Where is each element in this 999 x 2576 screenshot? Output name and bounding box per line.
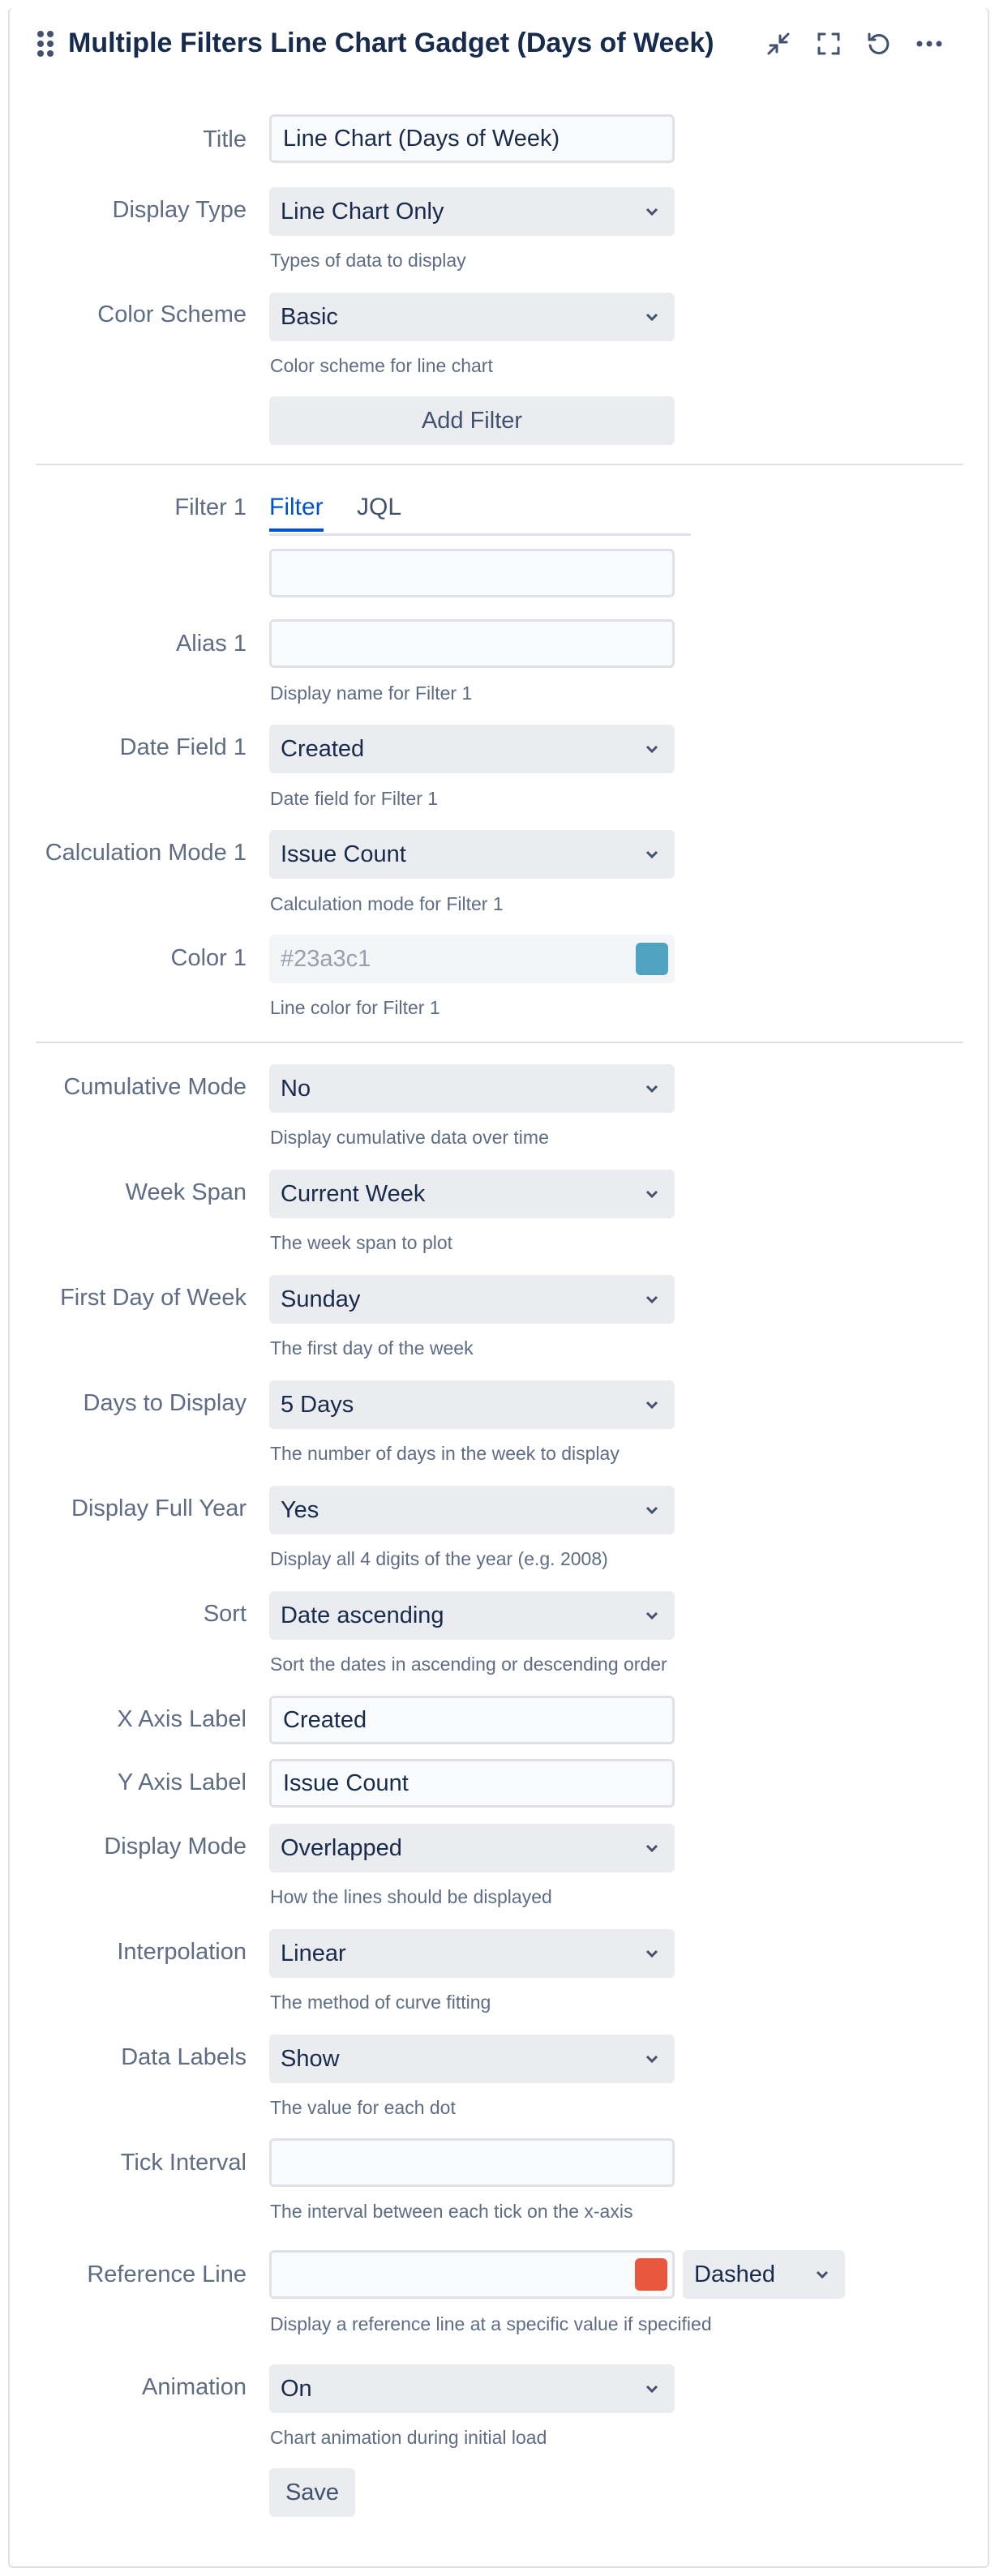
reference-line-input[interactable] xyxy=(269,2250,675,2299)
chevron-down-icon xyxy=(644,1080,660,1097)
interpolation-select[interactable]: Linear xyxy=(269,1929,675,1978)
color-scheme-label: Color Scheme xyxy=(97,302,247,327)
animation-select[interactable]: On xyxy=(269,2364,675,2413)
display-mode-label: Display Mode xyxy=(104,1834,247,1859)
chevron-down-icon xyxy=(644,203,660,220)
color-scheme-help: Color scheme for line chart xyxy=(270,355,493,376)
alias1-input[interactable] xyxy=(269,619,675,668)
date-field1-select[interactable]: Created xyxy=(269,725,675,773)
animation-help: Chart animation during initial load xyxy=(270,2427,547,2448)
date-field1-help: Date field for Filter 1 xyxy=(270,788,439,809)
save-button[interactable]: Save xyxy=(269,2468,355,2517)
data-labels-label: Data Labels xyxy=(121,2044,247,2070)
days-display-help: The number of days in the week to display xyxy=(270,1443,620,1464)
week-span-help: The week span to plot xyxy=(270,1232,453,1253)
alias1-label: Alias 1 xyxy=(175,631,247,657)
first-day-help: The first day of the week xyxy=(270,1337,474,1359)
reference-line-help: Display a reference line at a specific value if specified xyxy=(270,2313,712,2334)
tick-interval-input[interactable] xyxy=(269,2138,675,2187)
week-span-label: Week Span xyxy=(125,1179,247,1205)
refresh-icon[interactable] xyxy=(861,26,897,62)
days-display-label: Days to Display xyxy=(83,1390,247,1416)
reference-line-label: Reference Line xyxy=(87,2261,247,2287)
title-label: Title xyxy=(203,126,247,152)
fullscreen-icon[interactable] xyxy=(811,26,847,62)
drag-handle-icon[interactable] xyxy=(36,29,55,58)
date-field1-label: Date Field 1 xyxy=(119,734,247,760)
tab-filter[interactable]: Filter xyxy=(269,490,324,532)
x-axis-input[interactable]: Created xyxy=(269,1696,675,1744)
chevron-down-icon xyxy=(644,741,660,757)
interpolation-label: Interpolation xyxy=(117,1939,247,1965)
section-divider xyxy=(36,464,963,465)
y-axis-label: Y Axis Label xyxy=(117,1769,247,1795)
color1-input[interactable]: #23a3c1 xyxy=(269,935,675,983)
y-axis-input[interactable]: Issue Count xyxy=(269,1759,675,1808)
tick-interval-label: Tick Interval xyxy=(120,2150,247,2176)
chevron-down-icon xyxy=(644,1607,660,1624)
calc-mode1-select[interactable]: Issue Count xyxy=(269,830,675,879)
title-input[interactable]: Line Chart (Days of Week) xyxy=(269,114,675,163)
data-labels-help: The value for each dot xyxy=(270,2097,456,2118)
cumulative-select[interactable]: No xyxy=(269,1064,675,1113)
first-day-select[interactable]: Sunday xyxy=(269,1275,675,1324)
filter1-input[interactable] xyxy=(269,549,675,597)
filter1-tabs xyxy=(269,490,691,536)
full-year-label: Display Full Year xyxy=(71,1496,247,1521)
chevron-down-icon xyxy=(644,846,660,862)
sort-help: Sort the dates in ascending or descending order xyxy=(270,1654,667,1675)
color1-label: Color 1 xyxy=(170,945,247,971)
color1-help: Line color for Filter 1 xyxy=(270,997,440,1018)
display-type-help: Types of data to display xyxy=(270,250,466,271)
minimize-icon[interactable] xyxy=(761,26,796,62)
section-divider xyxy=(36,1042,963,1043)
full-year-select[interactable]: Yes xyxy=(269,1486,675,1534)
days-display-select[interactable]: 5 Days xyxy=(269,1380,675,1429)
calc-mode1-help: Calculation mode for Filter 1 xyxy=(270,893,504,914)
display-mode-select[interactable]: Overlapped xyxy=(269,1824,675,1872)
more-icon[interactable] xyxy=(911,26,947,62)
calc-mode1-label: Calculation Mode 1 xyxy=(45,840,247,866)
gadget-title: Multiple Filters Line Chart Gadget (Days of Week) xyxy=(68,28,714,58)
chevron-down-icon xyxy=(644,1291,660,1307)
alias1-help: Display name for Filter 1 xyxy=(270,683,473,704)
add-filter-button[interactable]: Add Filter xyxy=(269,396,675,445)
chevron-down-icon xyxy=(644,1945,660,1962)
color-scheme-select[interactable]: Basic xyxy=(269,293,675,341)
display-mode-help: How the lines should be displayed xyxy=(270,1886,552,1907)
chevron-down-icon xyxy=(644,2381,660,2397)
display-type-label: Display Type xyxy=(112,197,247,223)
tab-jql[interactable]: JQL xyxy=(357,494,402,520)
chevron-down-icon xyxy=(814,2266,830,2283)
color1-swatch[interactable] xyxy=(636,943,668,975)
sort-label: Sort xyxy=(203,1601,247,1627)
tick-interval-help: The interval between each tick on the x-axis xyxy=(270,2201,633,2222)
reference-line-swatch[interactable] xyxy=(635,2258,667,2291)
cumulative-help: Display cumulative data over time xyxy=(270,1127,549,1148)
data-labels-select[interactable]: Show xyxy=(269,2035,675,2083)
full-year-help: Display all 4 digits of the year (e.g. 2008) xyxy=(270,1548,608,1569)
interpolation-help: The method of curve fitting xyxy=(270,1992,491,2013)
chevron-down-icon xyxy=(644,1186,660,1202)
x-axis-label: X Axis Label xyxy=(117,1706,247,1732)
reference-line-style-select[interactable]: Dashed xyxy=(683,2250,845,2299)
first-day-label: First Day of Week xyxy=(60,1285,247,1311)
chevron-down-icon xyxy=(644,2051,660,2067)
filter1-label: Filter 1 xyxy=(174,494,247,520)
sort-select[interactable]: Date ascending xyxy=(269,1591,675,1640)
cumulative-label: Cumulative Mode xyxy=(63,1074,247,1100)
chevron-down-icon xyxy=(644,309,660,325)
week-span-select[interactable]: Current Week xyxy=(269,1170,675,1218)
chevron-down-icon xyxy=(644,1840,660,1856)
display-type-select[interactable]: Line Chart Only xyxy=(269,187,675,236)
chevron-down-icon xyxy=(644,1502,660,1518)
animation-label: Animation xyxy=(142,2374,247,2400)
chevron-down-icon xyxy=(644,1397,660,1413)
